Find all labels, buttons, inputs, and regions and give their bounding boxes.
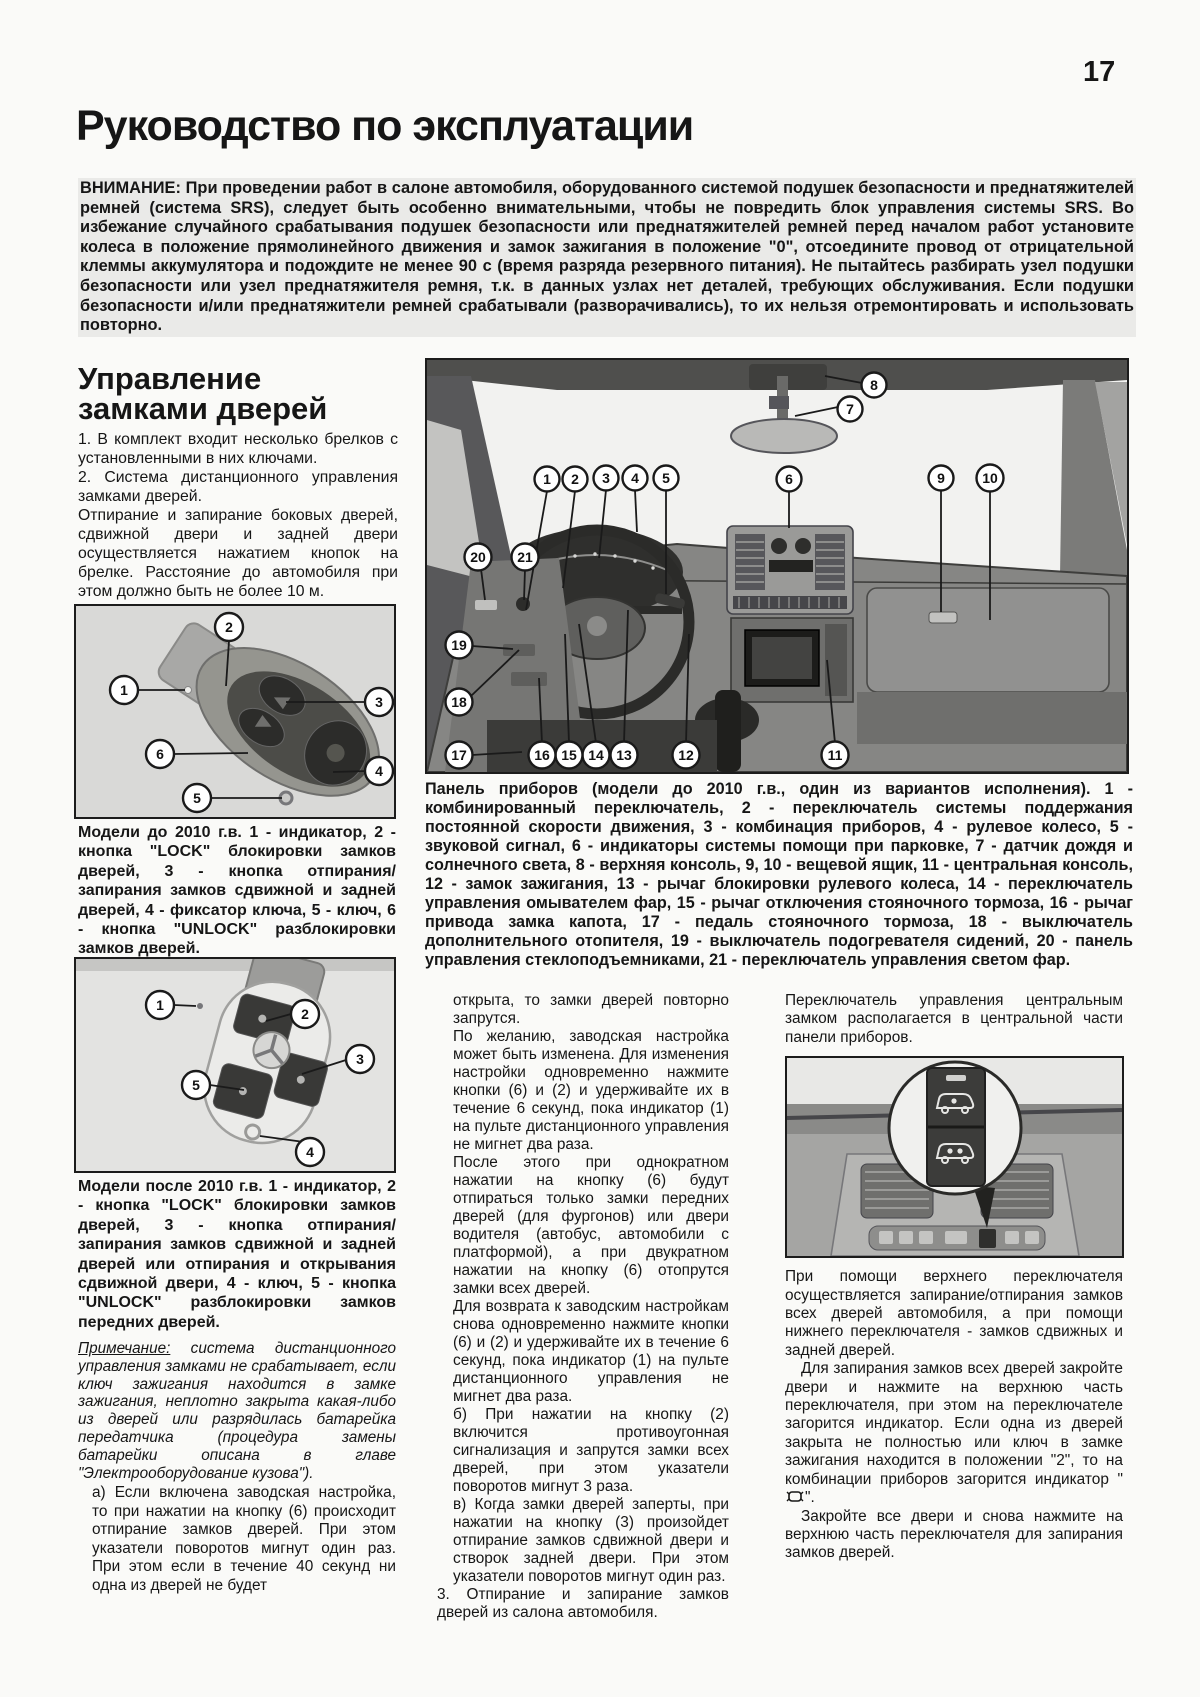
svg-text:3: 3 <box>375 694 383 710</box>
glovebox <box>867 588 1109 692</box>
keyfob-pre2010-figure <box>74 604 396 819</box>
callout-4 <box>296 1138 324 1166</box>
svg-text:3: 3 <box>602 470 610 486</box>
svg-text:15: 15 <box>561 747 577 763</box>
svg-text:20: 20 <box>470 549 486 565</box>
right-paragraph-2: При помощи верхнего переключателя осуществляется запирание/отпирания замков всех дверей автомобиля, а при помощи нижнего переключателя - замков сдвижных и задней дверей. <box>785 1268 1123 1359</box>
dashboard-figure <box>425 358 1129 774</box>
callout-10 <box>977 465 1004 492</box>
indicator-led <box>185 687 192 694</box>
mid-paragraph-6: в) Когда замки дверей заперты, при нажатии на кнопку (3) произойдет отпирание замков сдвижной двери и створок задней двери. При этом указатели поворотов мигнут один раз. <box>453 1496 729 1585</box>
callout-17 <box>446 742 473 769</box>
dashboard-photo <box>427 360 1127 772</box>
page-number: 17 <box>1083 56 1116 88</box>
svg-text:2: 2 <box>571 471 579 487</box>
svg-text:4: 4 <box>375 763 383 779</box>
callout-8 <box>862 373 887 398</box>
callout-5 <box>182 1071 210 1099</box>
right-paragraph-3-end: ". <box>805 1489 815 1507</box>
svg-text:10: 10 <box>982 470 998 486</box>
svg-text:1: 1 <box>120 682 128 698</box>
central-lock-switch-figure <box>785 1056 1124 1258</box>
left-paragraph-3: Отпирание и запирание боковых дверей, сдвижной двери и задней двери осуществляется нажатием кнопок на брелке. Расстояние до автомобиля при этом должно быть не более 10 м. <box>78 507 398 600</box>
left-column <box>78 430 398 601</box>
callout-2 <box>291 1000 319 1028</box>
svg-text:6: 6 <box>785 471 793 487</box>
callout-6 <box>146 740 174 768</box>
rearview-mirror <box>731 419 837 453</box>
mid-paragraph-4: Для возврата к заводским настройкам снова одновременно нажмите кнопки (6) и (2) и удерживайте их в течение 6 секунд, пока индикатор (1) на пульте дистанционного управления не мигнет два раза. <box>453 1298 729 1405</box>
seat-heater-switch <box>511 672 547 686</box>
middle-column <box>437 992 729 1622</box>
callout-18 <box>446 689 473 716</box>
callout-1 <box>110 676 138 704</box>
svg-text:1: 1 <box>543 471 551 487</box>
keyfob-pre2010-illustration <box>76 606 394 817</box>
callout-19 <box>446 632 473 659</box>
callout-1 <box>535 467 560 492</box>
svg-text:5: 5 <box>192 1077 200 1093</box>
page-title: Руководство по эксплуатации <box>76 102 694 150</box>
callout-4 <box>365 757 393 785</box>
right-paragraph-3 <box>785 1360 1123 1507</box>
callout-5 <box>183 784 211 812</box>
svg-text:4: 4 <box>306 1144 314 1160</box>
keyfob-post2010-illustration <box>76 959 394 1171</box>
mid-paragraph-7: 3. Отпирание и запирание замков дверей из салона автомобиля. <box>437 1586 729 1621</box>
svg-text:5: 5 <box>662 470 670 486</box>
section-heading <box>78 361 328 426</box>
mid-paragraph-1: открыта, то замки дверей повторно запрутся. <box>453 992 729 1027</box>
rain-light-sensor <box>769 396 789 409</box>
callout-12 <box>673 742 700 769</box>
svg-text:1: 1 <box>156 997 164 1013</box>
svg-text:8: 8 <box>870 377 878 393</box>
callout-3 <box>346 1045 374 1073</box>
svg-text:18: 18 <box>451 694 467 710</box>
svg-text:14: 14 <box>588 747 604 763</box>
callout-4 <box>623 466 648 491</box>
svg-text:16: 16 <box>534 747 550 763</box>
svg-text:6: 6 <box>156 746 164 762</box>
svg-text:2: 2 <box>301 1006 309 1022</box>
callout-14 <box>583 742 610 769</box>
svg-text:13: 13 <box>616 747 632 763</box>
window-switch-panel <box>475 600 497 610</box>
svg-text:21: 21 <box>517 549 533 565</box>
keyfob-post2010-figure <box>74 957 396 1173</box>
door-ajar-indicator-icon <box>785 1490 805 1503</box>
callout-20 <box>465 544 492 571</box>
callout-15 <box>556 742 583 769</box>
keyfob-post2010-caption: Модели после 2010 г.в. 1 - индикатор, 2 - кнопка "LOCK" блокировки замков дверей, 3 - кнопка отпирания/ запирания замков сдвижной и задней дверей или отпирания и открывания сдвижной двери, 4 - ключ, 5 - кнопка "UNLOCK" разблокировки замков передних дверей. <box>78 1178 396 1331</box>
left-paragraph-2: 2. Система дистанционного управления замками дверей. <box>78 469 398 505</box>
callout-5 <box>654 466 679 491</box>
central-lock-switch <box>979 1229 996 1248</box>
svg-text:3: 3 <box>356 1051 364 1067</box>
callout-7 <box>838 397 863 422</box>
svg-text:5: 5 <box>193 790 201 806</box>
callout-2 <box>563 467 588 492</box>
note-label: Примечание: <box>78 1340 171 1357</box>
svg-text:12: 12 <box>678 747 694 763</box>
keyfob-pre2010-caption: Модели до 2010 г.в. 1 - индикатор, 2 - кнопка "LOCK" блокировки замков дверей, 3 - кнопка отпирания/запирания замков сдвижной и задней дверей, 4 - фиксатор ключа, 5 - ключ, 6 - кнопка "UNLOCK" разблокировки замков дверей. <box>78 824 396 958</box>
mid-paragraph-5: б) При нажатии на кнопку (2) включится противоугонная сигнализация и запрутся замки всех дверей, при этом указатели поворотов мигнут 3 раза. <box>453 1406 729 1495</box>
gear-lever <box>715 690 741 772</box>
right-paragraph-1: Переключатель управления центральным замком располагается в центральной части панели приборов. <box>785 992 1123 1046</box>
callout-13 <box>611 742 638 769</box>
lower-dash-right <box>857 692 1127 744</box>
indicator-led <box>197 1003 203 1009</box>
svg-text:4: 4 <box>631 470 639 486</box>
callout-6 <box>777 467 802 492</box>
right-paragraph-3-text: Для запирания замков всех дверей закройте двери и нажмите на верхнюю часть переключателя, при этом на переключателе загорится индикатор. Если одна из дверей закрыта не полностью или ключ в замке зажигания находится в положении "2", то на комбинации приборов загорится индикатор " <box>785 1360 1123 1488</box>
note-text: система дистанционного управления замками не срабатывает, если ключ зажигания находится в замке зажигания, неплотно закрыта какая-либо из дверей или разрядилась батарейка передатчика (процедура замены батарейки описана в главе "Электрооборудование кузова"). <box>78 1340 396 1482</box>
svg-text:19: 19 <box>451 637 467 653</box>
right-column <box>785 992 1123 1563</box>
callout-1 <box>146 991 174 1019</box>
note-paragraph <box>78 1340 396 1482</box>
callout-3 <box>594 466 619 491</box>
callout-21 <box>512 544 539 571</box>
callout-9 <box>929 466 954 491</box>
svg-text:17: 17 <box>451 747 467 763</box>
right-paragraph-4: Закройте все двери и снова нажмите на верхнюю часть переключателя для запирания замков дверей. <box>785 1507 1123 1562</box>
srs-warning-paragraph: ВНИМАНИЕ: При проведении работ в салоне автомобиля, оборудованного системой подушек безопасности и преднатяжителей ремней (система SRS), следует быть особенно внимательными, чтобы не повредить блок управления системы SRS. Во избежание случайного срабатывания подушек безопасности или преднатяжителей ремней перед началом работ установите колеса в положение прямолинейного движения и замок зажигания в положение "0", отсоедините провод от отрицательной клеммы аккумулятора и подождите не менее 90 с (время разряда резервного питания). Не пытайтесь разбирать узел подушки безопасности или узел преднатяжителя ремня, т.к. в данных узлах нет деталей, требующих обслуживания. Если подушки безопасности и/или преднатяжители ремней срабатывали (разворачивались), то их нельзя отремонтировать и использовать повторно. <box>78 178 1136 337</box>
callout-11 <box>822 742 849 769</box>
callout-2 <box>215 613 243 641</box>
svg-text:9: 9 <box>937 470 945 486</box>
glovebox-latch <box>929 612 957 623</box>
callout-3 <box>365 688 393 716</box>
callout-16 <box>529 742 556 769</box>
mid-paragraph-2: По желанию, заводская настройка может быть изменена. Для изменения настройки одновременно нажмите кнопки (6) и (2) и удерживайте их в течение 6 секунд, пока индикатор (1) на пульте дистанционного управления не мигнет два раза. <box>453 1028 729 1153</box>
section-heading-line2: замками дверей <box>78 391 328 426</box>
mid-paragraph-3: После этого при однократном нажатии на кнопку (6) будут отпираться только замки передних дверей (для фургонов) или двери водителя (автобус, автомобили с платформой), а при двукратном нажатии на кнопку (6) отопрутся замки всех дверей. <box>453 1154 729 1297</box>
item-a-paragraph: а) Если включена заводская настройка, то при нажатии на кнопку (6) происходит отпирание замков дверей. При этом указатели поворотов мигнут один раз. При этом если в течение 40 секунд ни одна из дверей не будет <box>92 1484 396 1594</box>
dashboard-caption: Панель приборов (модели до 2010 г.в., один из вариантов исполнения). 1 - комбинированный переключатель, 2 - переключатель системы поддержания постоянной скорости движения, 3 - комбинация приборов, 4 - рулевое колесо, 5 - звуковой сигнал, 6 - индикаторы системы помощи при парковке, 7 - датчик дождя и солнечного света, 8 - верхняя консоль, 9, 10 - вещевой ящик, 11 - центральная консоль, 12 - замок зажигания, 13 - рычаг блокировки рулевого колеса, 14 - переключатель управления омывателем фар, 15 - рычаг отключения стояночного тормоза, 16 - рычаг привода замка капота, 17 - педаль стояночного тормоза, 18 - выключатель дополнительного отопителя, 19 - выключатель подогревателя сидений, 20 - панель управления стеклоподъемниками, 21 - переключатель управления светом фар. <box>425 780 1133 969</box>
svg-text:2: 2 <box>225 619 233 635</box>
central-lock-switch-photo <box>787 1058 1122 1256</box>
svg-text:7: 7 <box>846 401 854 417</box>
section-heading-line1: Управление <box>78 361 262 396</box>
left-paragraph-1: 1. В комплект входит несколько брелков с установленными в них ключами. <box>78 431 398 467</box>
svg-text:11: 11 <box>827 747 843 763</box>
